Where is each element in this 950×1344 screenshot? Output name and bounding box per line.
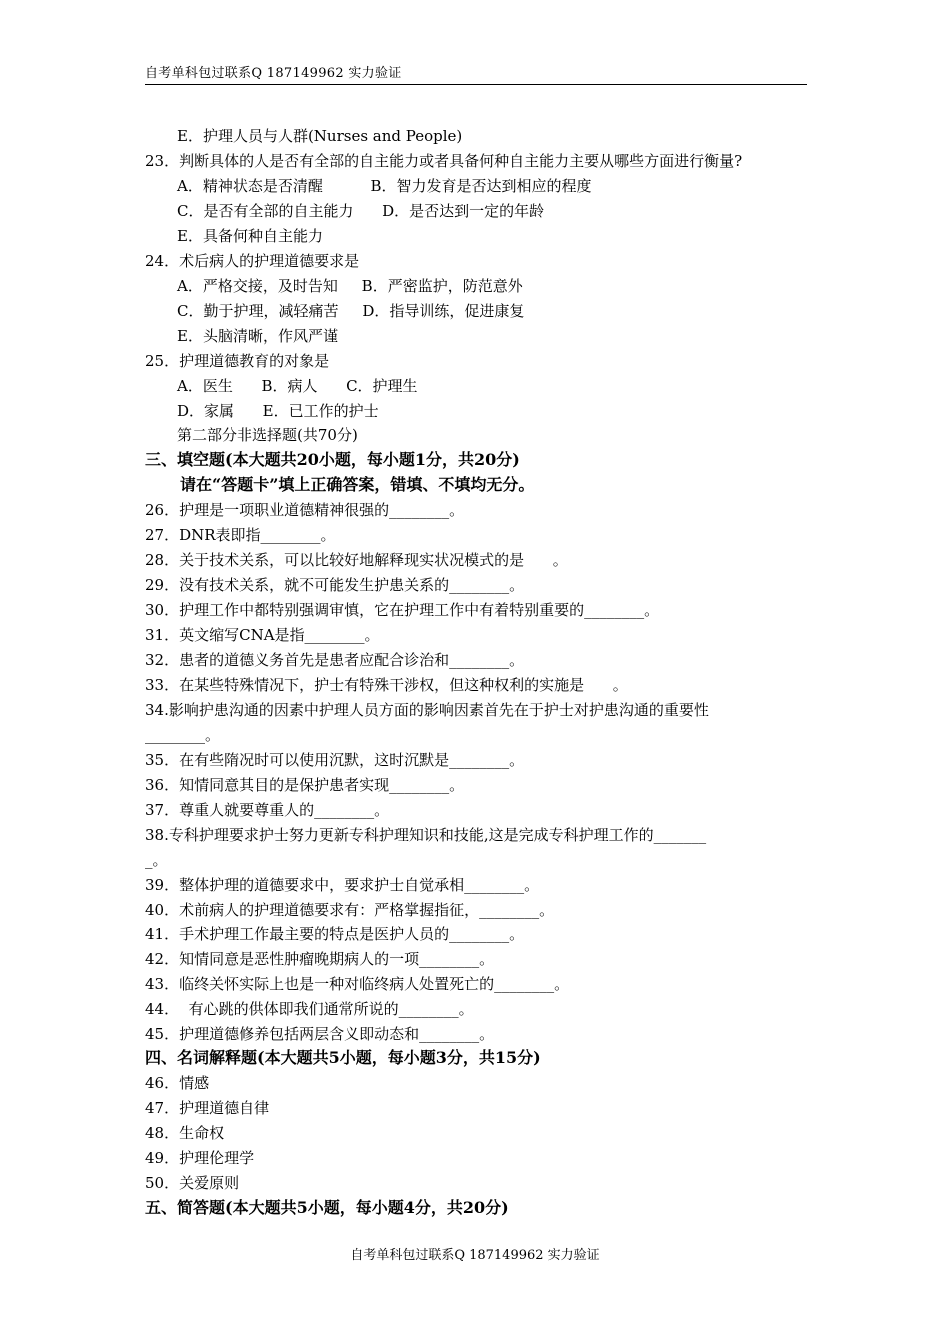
q34-blank: ________。 xyxy=(145,726,221,744)
q23-stem: 23．判断具体的人是否有全部的自主能力或者具备何种自主能力主要从哪些方面进行衡量? xyxy=(145,152,743,170)
q29: 29．没有技术关系，就不可能发生护患关系的________。 xyxy=(145,576,525,594)
q23-options-cd: C．是否有全部的自主能力 D．是否达到一定的年龄 xyxy=(177,202,545,220)
q48: 48．生命权 xyxy=(145,1124,225,1142)
q35: 35．在有些隋况时可以使用沉默，这时沉默是________。 xyxy=(145,751,525,769)
q24-stem: 24．术后病人的护理道德要求是 xyxy=(145,252,360,270)
q32: 32．患者的道德义务首先是患者应配合诊治和________。 xyxy=(145,651,525,669)
q22-option-e: E．护理人员与人群(Nurses and People) xyxy=(177,127,463,145)
q37: 37．尊重人就要尊重人的________。 xyxy=(145,801,390,819)
q23-option-e: E．具备何种自主能力 xyxy=(177,227,323,245)
q28: 28．关于技术关系，可以比较好地解释现实状况模式的是 。 xyxy=(145,551,568,569)
q47: 47．护理道德自律 xyxy=(145,1099,270,1117)
part-two-title: 第二部分非选择题(共70分) xyxy=(177,426,358,444)
q25-options-abc: A．医生 B．病人 C．护理生 xyxy=(177,377,418,395)
section-terms-heading: 四、名词解释题(本大题共5小题，每小题3分，共15分) xyxy=(145,1048,541,1067)
q50: 50．关爱原则 xyxy=(145,1174,240,1192)
q30: 30．护理工作中都特别强调审慎，它在护理工作中有着特别重要的________。 xyxy=(145,601,660,619)
q45: 45．护理道德修养包括两层含义即动态和________。 xyxy=(145,1025,495,1043)
q40: 40．术前病人的护理道德要求有：严格掌握指征，________。 xyxy=(145,901,555,919)
q24-option-e: E．头脑清晰，作风严谨 xyxy=(177,327,338,345)
q25-options-de: D．家属 E．已工作的护士 xyxy=(177,402,379,420)
section-fill-in-instruction: 请在“答题卡”填上正确答案，错填、不填均无分。 xyxy=(180,475,535,494)
section-short-answer-heading: 五、简答题(本大题共5小题，每小题4分，共20分) xyxy=(145,1198,509,1217)
q49: 49．护理伦理学 xyxy=(145,1149,255,1167)
q46: 46．情感 xyxy=(145,1074,210,1092)
page-header: 自考单科包过联系Q 187149962 实力验证 xyxy=(145,64,807,85)
q31: 31．英文缩写CNA是指________。 xyxy=(145,626,380,644)
q42: 42．知情同意是恶性肿瘤晚期病人的一项________。 xyxy=(145,950,495,968)
q25-stem: 25．护理道德教育的对象是 xyxy=(145,352,330,370)
q43: 43．临终关怀实际上也是一种对临终病人处置死亡的________。 xyxy=(145,975,570,993)
q41: 41．手术护理工作最主要的特点是医护人员的________。 xyxy=(145,925,525,943)
q24-options-cd: C．勤于护理，减轻痛苦 D．指导训练，促进康复 xyxy=(177,302,525,320)
q38-blank: _。 xyxy=(145,851,168,869)
q39: 39．整体护理的道德要求中，要求护士自觉承相________。 xyxy=(145,876,540,894)
q26: 26．护理是一项职业道德精神很强的________。 xyxy=(145,501,465,519)
q24-options-ab: A．严格交接，及时告知 B．严密监护，防范意外 xyxy=(177,277,523,295)
q38: 38.专科护理要求护士努力更新专科护理知识和技能,这是完成专科护理工作的_______ xyxy=(145,826,707,844)
q33: 33．在某些特殊情况下，护士有特殊干涉权，但这种权利的实施是 。 xyxy=(145,676,628,694)
q27: 27．DNR表即指________。 xyxy=(145,526,336,544)
q36: 36．知情同意其目的是保护患者实现________。 xyxy=(145,776,465,794)
q34: 34.影响护患沟通的因素中护理人员方面的影响因素首先在于护士对护患沟通的重要性 xyxy=(145,701,709,719)
page-footer: 自考单科包过联系Q 187149962 实力验证 xyxy=(350,1248,600,1263)
q44: 44． 有心跳的供体即我们通常所说的________。 xyxy=(145,1000,474,1018)
section-fill-in-heading: 三、填空题(本大题共20小题，每小题1分，共20分) xyxy=(145,450,520,469)
q23-options-ab: A．精神状态是否清醒 B．智力发育是否达到相应的程度 xyxy=(177,177,592,195)
